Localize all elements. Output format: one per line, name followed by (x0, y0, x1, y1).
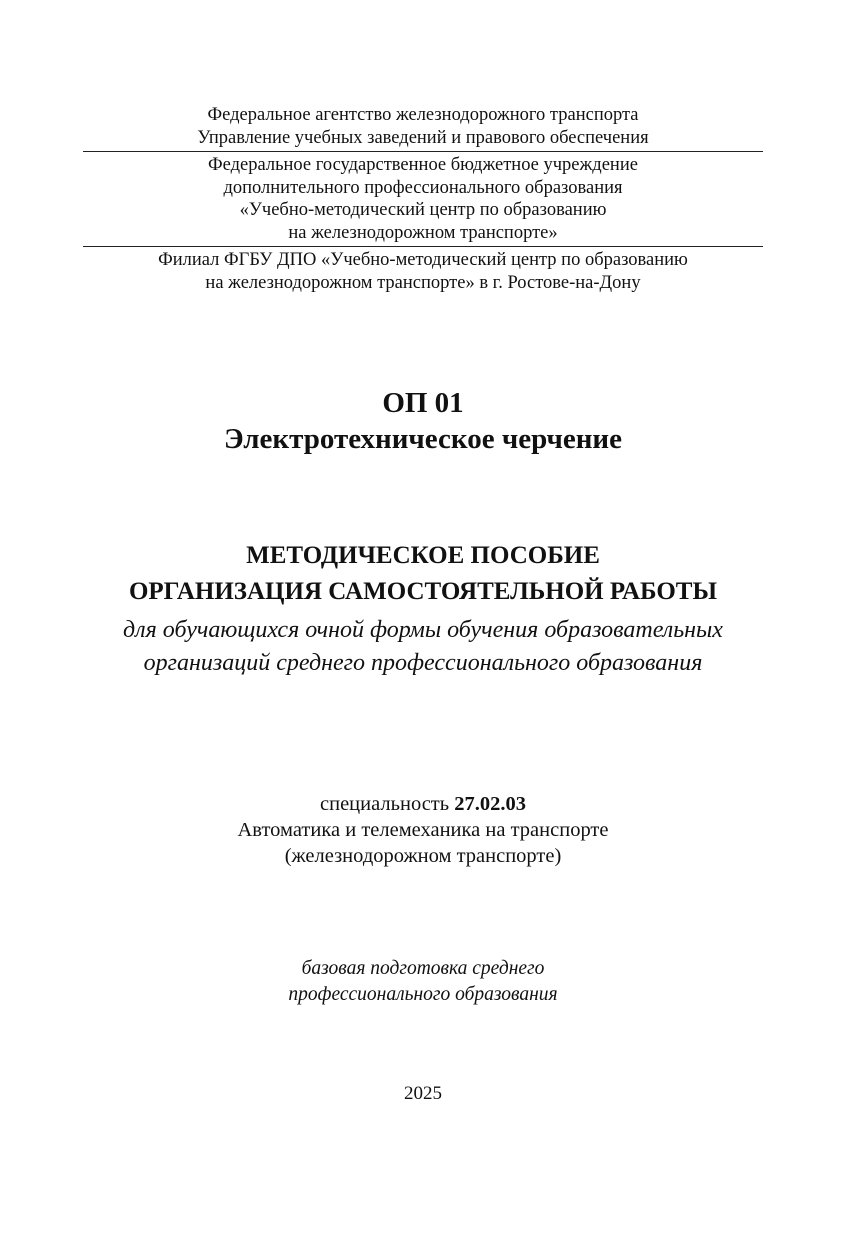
discipline-code: ОП 01 (382, 387, 464, 419)
manual-title (83, 538, 763, 610)
training-level-line: профессионального образования (288, 984, 558, 1005)
specialty-name: Автоматика и телемеханика на транспорте (237, 819, 609, 841)
header-divider (83, 246, 763, 247)
training-level (83, 956, 763, 1008)
institution-line: дополнительного профессионального образования (223, 177, 623, 198)
specialty-line (83, 791, 763, 817)
specialty-number: 27.02.03 (454, 793, 526, 815)
branch-line: Филиал ФГБУ ДПО «Учебно-методический центр по образованию (158, 250, 688, 270)
agency-line: Управление учебных заведений и правового обеспечения (197, 127, 649, 148)
manual-subtitle (83, 614, 763, 680)
year-text: 2025 (404, 1083, 442, 1104)
institution-line: «Учебно-методический центр по образованию (239, 200, 607, 220)
specialty-name: (железнодорожном транспорте) (284, 845, 562, 867)
manual-subtitle-line: организаций среднего профессионального образования (143, 650, 703, 676)
header-divider (83, 151, 763, 152)
institution-line: Федеральное государственное бюджетное учреждение (208, 155, 638, 175)
agency-header (83, 104, 763, 149)
manual-subtitle-line: для обучающихся очной формы обучения образовательных (123, 617, 723, 643)
institution-line: на железнодорожном транспорте» (288, 222, 558, 243)
training-level-line: базовая подготовка среднего (301, 958, 545, 979)
manual-title-line: МЕТОДИЧЕСКОЕ ПОСОБИЕ (246, 542, 600, 569)
specialty (83, 791, 763, 869)
institution-header (83, 154, 763, 244)
agency-line: Федеральное агентство железнодорожного транспорта (207, 105, 639, 125)
discipline-title (83, 385, 763, 457)
manual-title-line: ОРГАНИЗАЦИЯ САМОСТОЯТЕЛЬНОЙ РАБОТЫ (128, 578, 718, 605)
specialty-label: специальность (320, 793, 450, 815)
branch-line: на железнодорожном транспорте» в г. Ростове-на-Дону (205, 272, 641, 293)
publication-year (83, 1082, 763, 1106)
discipline-name: Электротехническое черчение (224, 423, 622, 455)
branch-header (83, 249, 763, 294)
